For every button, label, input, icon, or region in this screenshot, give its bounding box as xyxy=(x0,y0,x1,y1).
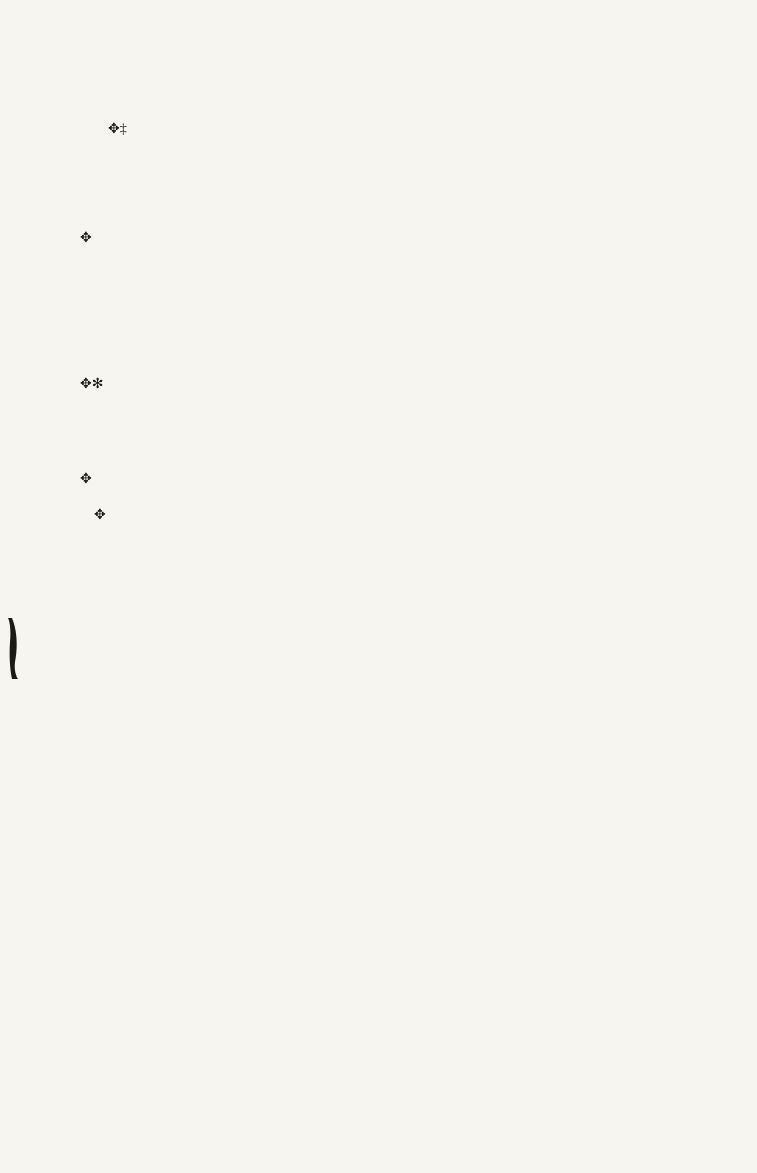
entry-line xyxy=(80,470,720,488)
entry-line xyxy=(80,338,720,356)
order-insignia-icon: ✥ xyxy=(80,376,92,392)
entry-line xyxy=(80,102,720,120)
page-body xyxy=(80,80,720,724)
entry-line xyxy=(80,211,720,229)
entry-line xyxy=(80,157,720,175)
entry-line xyxy=(80,120,720,138)
star-icon: ✻ xyxy=(91,376,104,392)
entry-line xyxy=(80,375,720,393)
entry-line xyxy=(80,266,720,284)
entry-line xyxy=(80,248,720,266)
entry-line xyxy=(80,506,720,524)
entry-line xyxy=(80,670,720,688)
entry-line xyxy=(80,193,720,211)
entry-line xyxy=(80,138,720,156)
entry-line xyxy=(80,706,720,724)
entry-line xyxy=(80,488,720,506)
entry-line xyxy=(80,633,720,651)
margin-ink-mark xyxy=(6,616,20,680)
section-heading-belgica xyxy=(80,448,720,470)
entry-line xyxy=(80,302,720,320)
entry-line xyxy=(80,651,720,669)
entry-line xyxy=(80,615,720,633)
order-insignia-icon: ✥ xyxy=(108,122,120,138)
section-heading-austria xyxy=(80,80,720,102)
entry-line xyxy=(80,429,720,447)
entry-line xyxy=(80,524,720,542)
entry-line xyxy=(80,542,720,560)
entry-line xyxy=(80,229,720,247)
order-insignia-icon: ✥ xyxy=(94,507,106,523)
entry-line xyxy=(80,320,720,338)
entry-line xyxy=(80,357,720,375)
entry-line xyxy=(80,561,720,579)
entry-line xyxy=(80,597,720,615)
entry-line xyxy=(80,284,720,302)
order-insignia-icon: ✥ xyxy=(80,231,92,247)
cross-icon: ‡ xyxy=(119,122,127,138)
entry-line xyxy=(80,393,720,411)
entry-line xyxy=(80,579,720,597)
entry-line xyxy=(80,688,720,706)
page-header xyxy=(80,48,600,72)
entry-line xyxy=(80,411,720,429)
order-insignia-icon: ✥ xyxy=(80,471,92,487)
entry-line xyxy=(80,175,720,193)
